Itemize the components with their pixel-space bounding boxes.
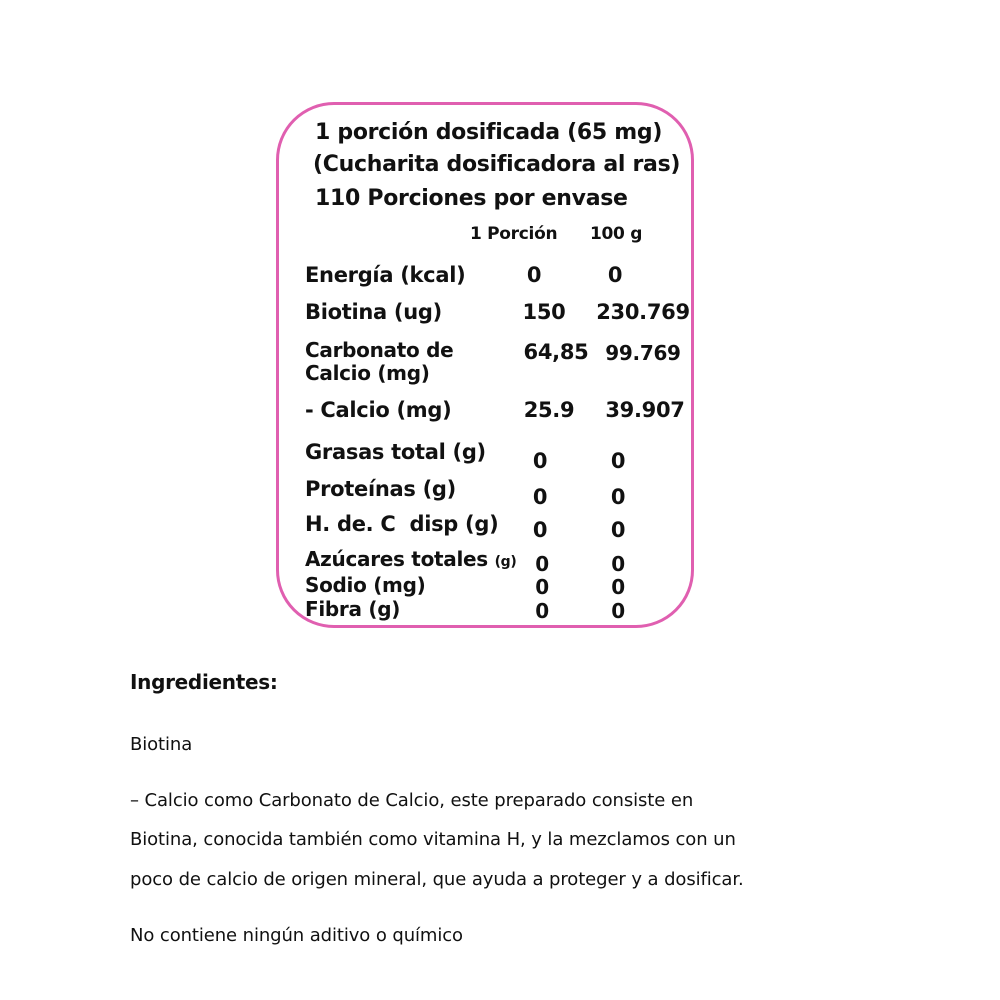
ingredients-paragraph-line: – Calcio como Carbonato de Calcio, este preparado consiste en (130, 790, 694, 811)
spoon-line: (Cucharita dosificadora al ras) (313, 152, 681, 177)
no-additives-note: No contiene ningún aditivo o químico (130, 925, 463, 946)
nutrient-portion-value: 150 (522, 300, 566, 324)
nutrient-portion-value: 0 (535, 552, 549, 576)
nutrient-100g-value: 99.769 (605, 341, 681, 365)
nutrient-name: Sodio (mg) (305, 573, 426, 597)
nutrient-100g-value: 39.907 (605, 398, 685, 422)
nutrient-portion-value: 0 (535, 575, 549, 599)
nutrient-name: H. de. C disp (g) (305, 512, 499, 536)
nutrient-name: Energía (kcal) (305, 263, 466, 287)
nutrient-name: Azúcares totales (305, 547, 488, 571)
nutrient-portion-value: 0 (535, 599, 549, 623)
nutrient-name: Fibra (g) (305, 597, 401, 621)
nutrient-100g-value: 0 (611, 552, 625, 576)
nutrient-100g-value: 0 (610, 449, 626, 473)
nutrient-100g-value: 0 (611, 575, 625, 599)
ingredients-paragraph-line: poco de calcio de origen mineral, que ayuda a proteger y a dosificar. (130, 869, 744, 890)
nutrient-name-line1: Carbonato de (305, 338, 454, 362)
nutrient-100g-value: 230.769 (596, 300, 690, 324)
column-header-portion: 1 Porción (470, 224, 558, 244)
nutrient-unit: (g) (494, 554, 517, 570)
nutrient-100g-value: 0 (611, 599, 625, 623)
serving-size-line: 1 porción dosificada (65 mg) (315, 120, 663, 145)
nutrient-name: Grasas total (g) (305, 440, 486, 464)
ingredients-paragraph-line: Biotina, conocida también como vitamina H, y la mezclamos con un (130, 829, 736, 850)
nutrient-name: Biotina (ug) (305, 300, 442, 324)
ingredient-item: Biotina (130, 734, 193, 755)
nutrient-100g-value: 0 (610, 485, 626, 509)
nutrient-100g-value: 0 (607, 263, 623, 287)
nutrient-name: Proteínas (g) (305, 477, 456, 501)
nutrient-portion-value: 0 (532, 485, 548, 509)
servings-per-container: 110 Porciones por envase (315, 186, 628, 211)
nutrient-name: - Calcio (mg) (305, 398, 452, 422)
nutrient-portion-value: 64,85 (523, 340, 589, 364)
nutrient-name-line2: Calcio (mg) (305, 361, 430, 385)
column-header-100g: 100 g (590, 224, 643, 244)
nutrient-portion-value: 0 (526, 263, 542, 287)
nutrient-100g-value: 0 (610, 518, 626, 542)
nutrient-name-wrap (305, 549, 516, 572)
nutrient-portion-value: 0 (532, 518, 548, 542)
nutrient-portion-value: 0 (532, 449, 548, 473)
ingredients-heading: Ingredientes: (130, 670, 278, 694)
nutrient-portion-value: 25.9 (523, 398, 575, 422)
